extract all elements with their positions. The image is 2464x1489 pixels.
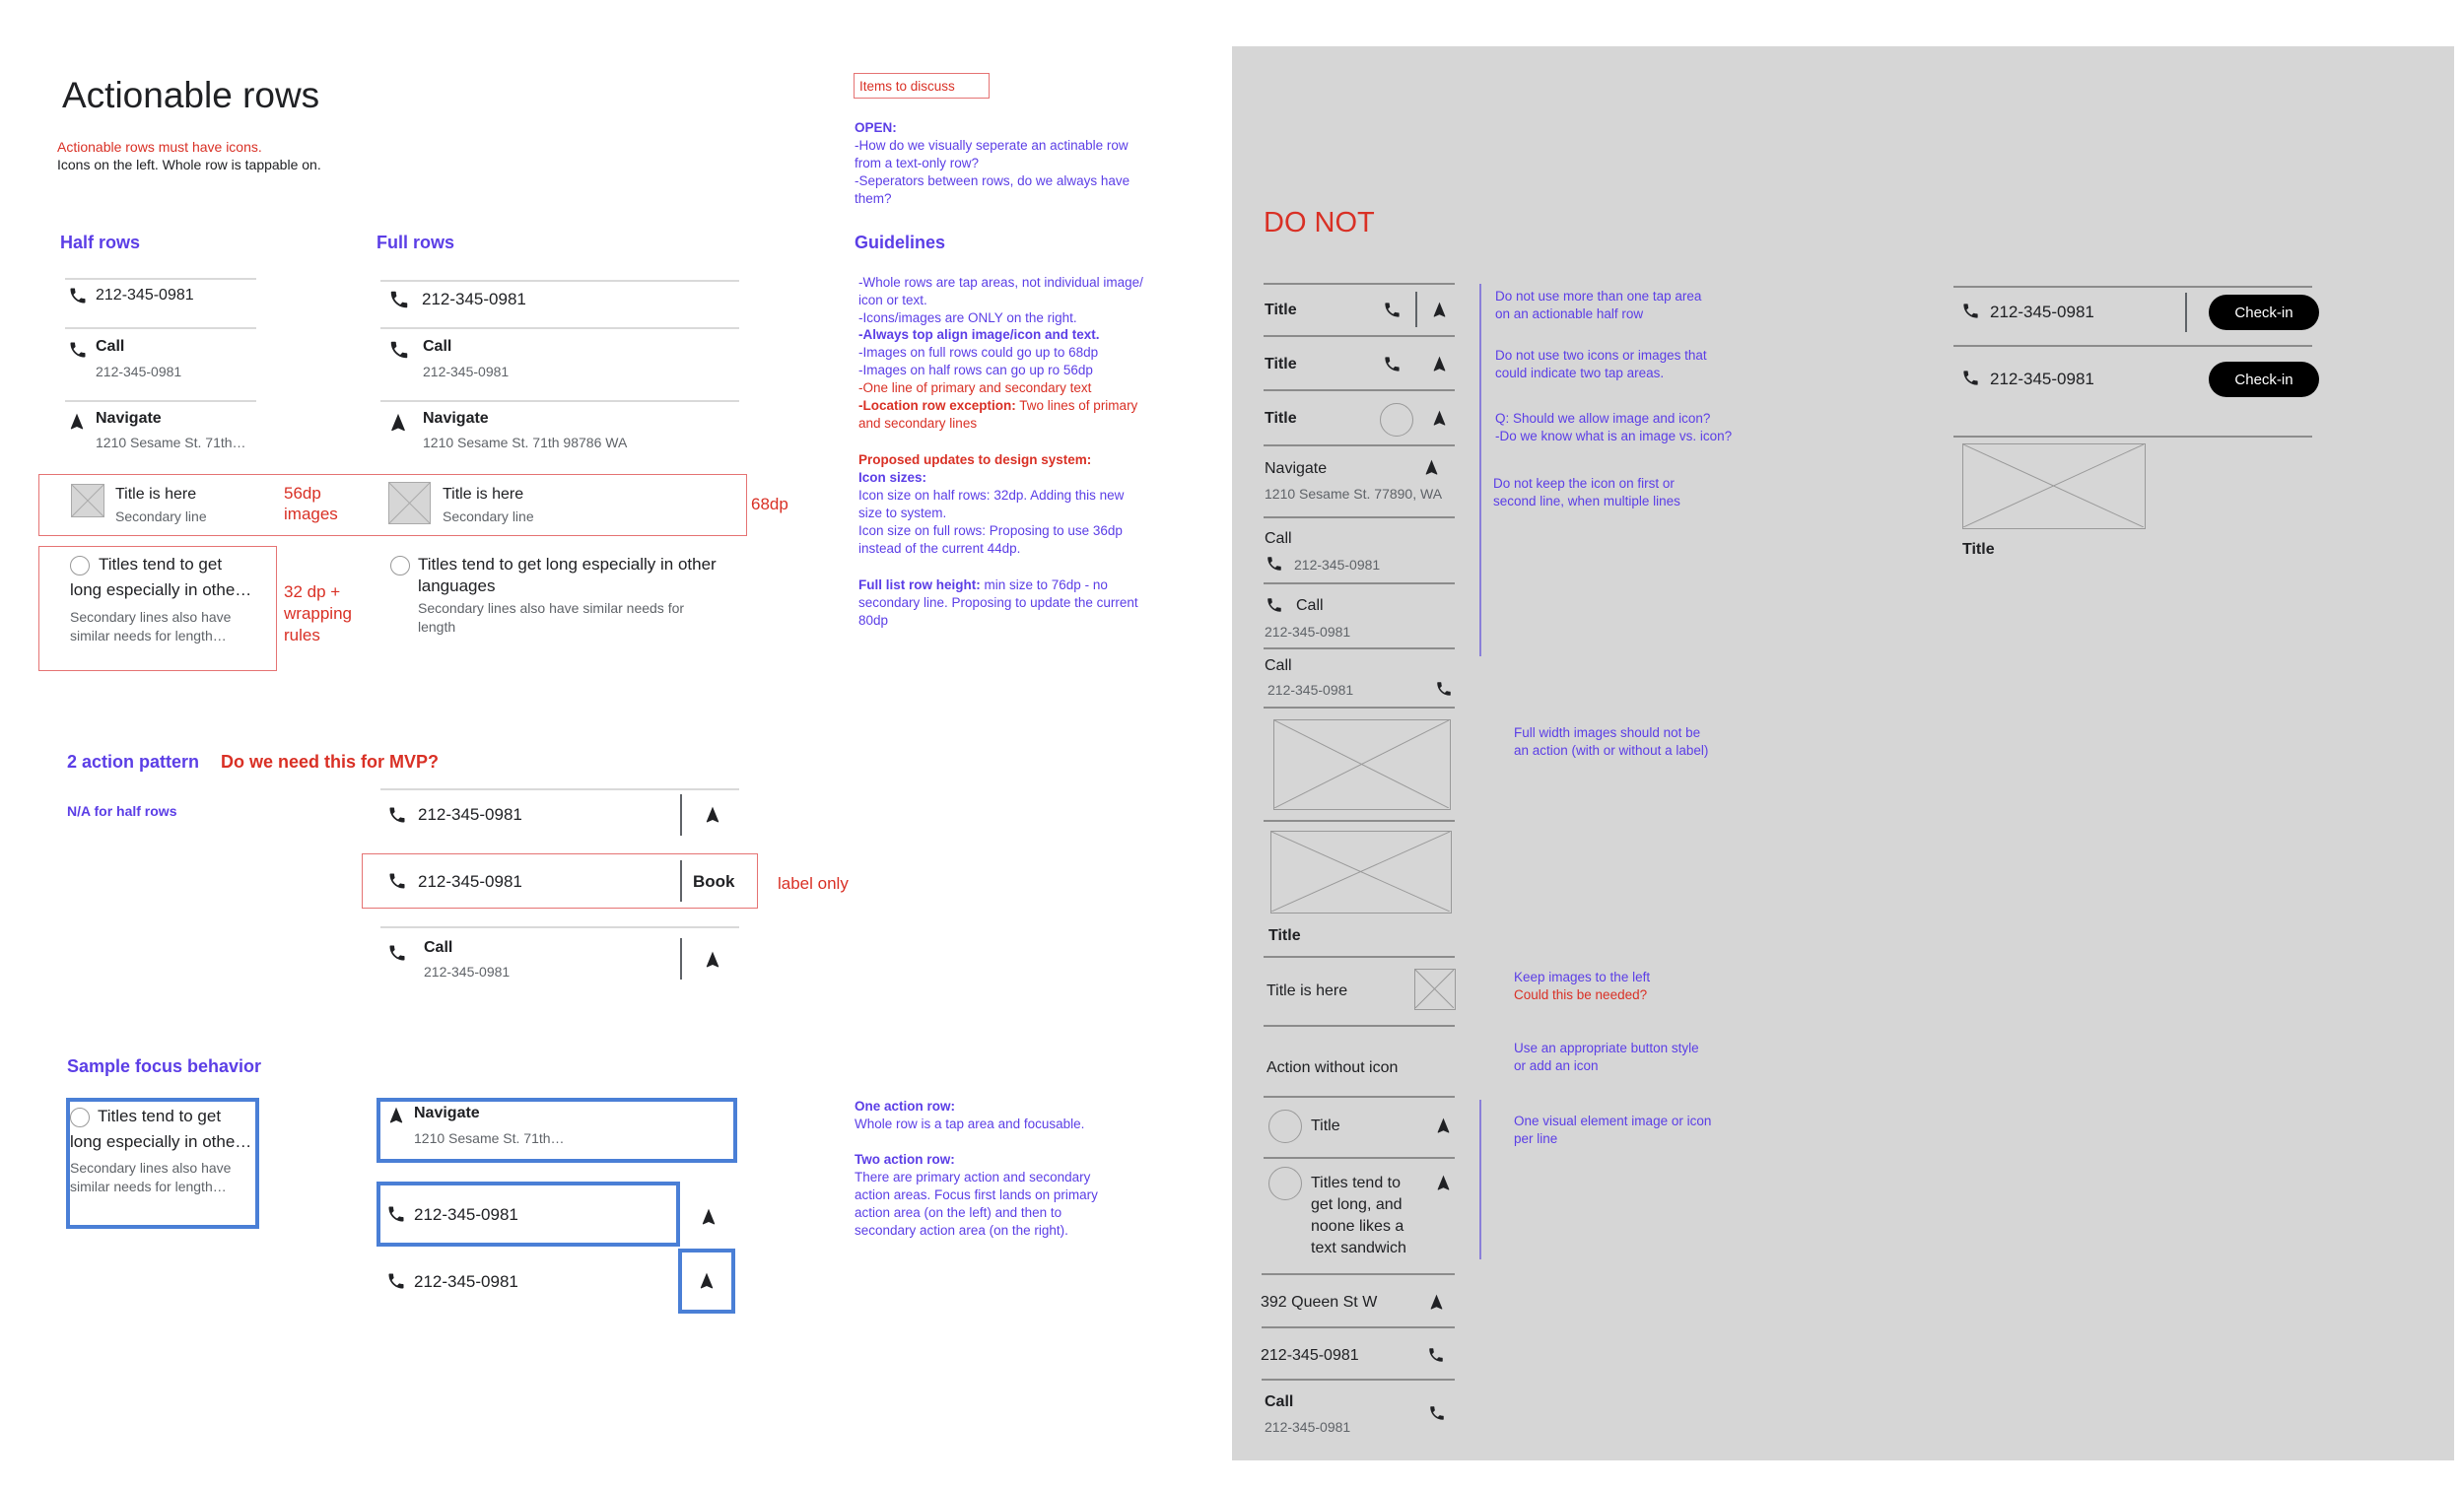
focus-wrap-sub-2: similar needs for length… xyxy=(70,1179,227,1194)
annotation-68dp: 68dp xyxy=(751,495,788,513)
guideline-line: -Icons/images are ONLY on the right. xyxy=(858,309,1077,325)
two-action-question: Do we need this for MVP? xyxy=(221,752,440,772)
dn-right-image-title: Title xyxy=(1962,541,1995,558)
navigation-icon[interactable] xyxy=(1430,301,1449,319)
focus-navigate-title: Navigate xyxy=(414,1105,480,1121)
row-height-line-3: 80dp xyxy=(858,613,889,628)
guideline-line: -Whole rows are tap areas, not individual image/ xyxy=(858,275,1143,290)
dn-long-title-2: get long, and xyxy=(1311,1196,1403,1213)
navigation-icon xyxy=(1434,1174,1453,1192)
open-line-1: -How do we visually seperate an actinable row xyxy=(855,138,1129,153)
guideline-list xyxy=(858,274,1194,432)
dn-right-image xyxy=(1962,443,2146,529)
navigation-icon[interactable] xyxy=(703,805,722,825)
image-thumbnail xyxy=(71,484,104,517)
two-action-note-4: secondary action area (on the right). xyxy=(855,1223,1068,1238)
check-in-button-1[interactable]: Check-in xyxy=(2209,295,2319,330)
full-call-title: Call xyxy=(423,338,452,355)
dn-call-4-sub: 212-345-0981 xyxy=(1265,1419,1351,1435)
half-call-sub: 212-345-0981 xyxy=(96,364,182,379)
guideline-line: icon or text. xyxy=(858,292,927,307)
dn-call-4: Call xyxy=(1265,1393,1294,1410)
row-height-line-2: secondary line. Proposing to update the current xyxy=(858,595,1138,610)
guideline-line: -Location row exception: Two lines of primary xyxy=(858,397,1138,413)
icon-size-line-3: Icon size on full rows: Proposing to use 36dp xyxy=(858,523,1123,538)
half-phone-text: 212-345-0981 xyxy=(96,287,194,304)
half-wrap-title-1: Titles tend to get xyxy=(99,555,223,574)
guideline-line: -Always top align image/icon and text. xyxy=(858,327,1100,343)
open-label: OPEN: xyxy=(855,120,897,135)
dn-title-4: Title xyxy=(1311,1117,1340,1134)
dn-long-title-1: Titles tend to xyxy=(1311,1175,1402,1191)
right-image-thumbnail xyxy=(1414,969,1456,1010)
one-action-label: One action row: xyxy=(855,1099,956,1114)
two-action-note-3: action area (on the left) and then to xyxy=(855,1205,1062,1220)
full-wrap-sub-1: Secondary lines also have similar needs for xyxy=(418,600,685,616)
full-wrap-title-2: languages xyxy=(418,576,496,595)
dn-note-4b: second line, when multiple lines xyxy=(1493,494,1680,508)
annotation-32dp-2: wrapping xyxy=(284,604,352,623)
placeholder-icon xyxy=(70,556,90,575)
dn-title-here: Title is here xyxy=(1266,982,1348,999)
annotation-label-only: label only xyxy=(778,874,849,893)
half-wrap-sub-2: similar needs for length… xyxy=(70,628,227,643)
phone-icon xyxy=(1961,369,1980,387)
dn-title-3: Title xyxy=(1265,410,1297,427)
row-height-label: Full list row height: xyxy=(858,577,981,592)
dn-note-6a: Keep images to the left xyxy=(1514,970,1651,984)
focus-navigate-sub: 1210 Sesame St. 71th… xyxy=(414,1130,565,1146)
phone-icon xyxy=(68,340,88,360)
intro-text: Icons on the left. Whole row is tappable on. xyxy=(57,157,321,172)
check-in-button-2[interactable]: Check-in xyxy=(2209,362,2319,397)
two-action-note-2: action areas. Focus first lands on primary xyxy=(855,1187,1098,1202)
na-half-rows: N/A for half rows xyxy=(67,803,177,819)
guideline-line: -One line of primary and secondary text xyxy=(858,379,1092,395)
row-height-line-1 xyxy=(858,576,1108,594)
phone-icon xyxy=(388,339,410,361)
focus-wrap-sub-1: Secondary lines also have xyxy=(70,1160,232,1176)
full-wrap-title-1: Titles tend to get long especially in other xyxy=(418,555,717,574)
page-title: Actionable rows xyxy=(62,75,320,115)
open-line-4: them? xyxy=(855,191,892,206)
do-not-heading: DO NOT xyxy=(1264,207,1375,238)
dn-long-title-4: text sandwich xyxy=(1311,1240,1406,1256)
dn-note-1b: on an actionable half row xyxy=(1495,306,1644,321)
phone-icon[interactable] xyxy=(1383,301,1402,319)
full-image-title: Title is here xyxy=(443,486,524,503)
open-line-2: from a text-only row? xyxy=(855,156,980,170)
icon-size-line-4: instead of the current 44dp. xyxy=(858,541,1021,556)
dn-title-2: Title xyxy=(1265,356,1297,372)
annotation-32dp-3: rules xyxy=(284,626,320,644)
icon-size-line-2: size to system. xyxy=(858,506,947,520)
navigation-icon xyxy=(1434,1117,1453,1135)
open-line-3: -Seperators between rows, do we always have xyxy=(855,173,1130,188)
focus-wrap-title-2: long especially in othe… xyxy=(70,1132,252,1151)
dn-note-8a: One visual element image or icon xyxy=(1514,1114,1712,1128)
phone-icon xyxy=(68,286,88,305)
placeholder-image-icon xyxy=(1268,1167,1302,1200)
dn-long-title-3: noone likes a xyxy=(1311,1218,1404,1235)
guidelines-heading: Guidelines xyxy=(855,233,946,252)
dn-right-phone-2: 212-345-0981 xyxy=(1990,370,2094,388)
book-button[interactable]: Book xyxy=(693,872,735,891)
full-phone-text: 212-345-0981 xyxy=(422,290,526,308)
dn-call-1: Call xyxy=(1265,530,1292,547)
placeholder-image-icon xyxy=(1380,403,1413,437)
dn-call-2: Call xyxy=(1296,597,1324,614)
half-image-sub: Secondary line xyxy=(115,508,207,524)
two-action-phone-1: 212-345-0981 xyxy=(418,805,522,824)
dn-action-no-icon: Action without icon xyxy=(1266,1059,1399,1076)
navigation-icon xyxy=(1430,409,1449,428)
two-action-call-title: Call xyxy=(424,939,453,956)
guideline-line: and secondary lines xyxy=(858,415,978,431)
navigation-icon xyxy=(1430,355,1449,373)
half-rows-heading: Half rows xyxy=(60,233,141,252)
dn-note-3a: Q: Should we allow image and icon? xyxy=(1495,411,1711,426)
full-navigate-title: Navigate xyxy=(423,410,489,427)
dn-note-4a: Do not keep the icon on first or xyxy=(1493,476,1675,491)
phone-icon xyxy=(1961,302,1980,320)
icon-sizes-label: Icon sizes: xyxy=(858,470,927,485)
half-navigate-sub: 1210 Sesame St. 71th… xyxy=(96,435,246,450)
focus-heading: Sample focus behavior xyxy=(67,1056,262,1076)
navigation-icon xyxy=(697,1271,717,1291)
dn-note-8b: per line xyxy=(1514,1131,1558,1146)
phone-icon xyxy=(1266,555,1283,573)
dn-note-2b: could indicate two tap areas. xyxy=(1495,366,1665,380)
row-height-text: min size to 76dp - no xyxy=(984,577,1108,592)
half-image-title: Title is here xyxy=(115,486,197,503)
intro-red: Actionable rows must have icons. xyxy=(57,139,262,155)
phone-icon xyxy=(1266,596,1283,614)
two-action-heading: 2 action pattern xyxy=(67,752,200,772)
phone-icon xyxy=(1435,680,1453,698)
navigation-icon[interactable] xyxy=(703,950,722,970)
two-action-note-1: There are primary action and secondary xyxy=(855,1170,1091,1184)
phone-icon xyxy=(386,1271,406,1291)
dn-note-1a: Do not use more than one tap area xyxy=(1495,289,1702,304)
phone-icon xyxy=(387,943,407,963)
half-wrap-sub-1: Secondary lines also have xyxy=(70,609,232,625)
icon-size-line-1: Icon size on half rows: 32dp. Adding this new xyxy=(858,488,1125,503)
navigation-icon xyxy=(67,412,87,432)
dn-call-2-sub: 212-345-0981 xyxy=(1265,624,1351,640)
annotation-32dp-1: 32 dp + xyxy=(284,582,341,601)
phone-icon xyxy=(1428,1404,1446,1422)
dn-navigate: Navigate xyxy=(1265,460,1328,477)
placeholder-icon xyxy=(70,1108,90,1127)
full-navigate-sub: 1210 Sesame St. 71th 98786 WA xyxy=(423,435,628,450)
annotation-56dp-2: images xyxy=(284,505,338,523)
items-to-discuss-label: Items to discuss xyxy=(859,79,955,94)
dn-note-5b: an action (with or without a label) xyxy=(1514,743,1709,758)
two-action-phone-2: 212-345-0981 xyxy=(418,872,522,891)
navigation-icon xyxy=(1427,1293,1446,1312)
dn-right-phone-1: 212-345-0981 xyxy=(1990,303,2094,321)
navigation-icon[interactable] xyxy=(699,1207,719,1227)
dn-note-7a: Use an appropriate button style xyxy=(1514,1041,1699,1055)
half-navigate-title: Navigate xyxy=(96,410,162,427)
dn-call-3-sub: 212-345-0981 xyxy=(1267,682,1354,698)
dn-note-5a: Full width images should not be xyxy=(1514,725,1701,740)
dn-phone: 212-345-0981 xyxy=(1261,1347,1359,1364)
dn-note-7b: or add an icon xyxy=(1514,1058,1599,1073)
focus-phone-1: 212-345-0981 xyxy=(414,1205,518,1224)
full-rows-heading: Full rows xyxy=(376,233,455,252)
guideline-line: -Images on half rows can go up ro 56dp xyxy=(858,363,1093,378)
dn-image-title: Title xyxy=(1268,927,1301,944)
one-action-text: Whole row is a tap area and focusable. xyxy=(855,1117,1085,1131)
half-call-title: Call xyxy=(96,338,125,355)
dn-call-1-sub: 212-345-0981 xyxy=(1294,557,1381,573)
dn-queen-street: 392 Queen St W xyxy=(1261,1294,1378,1311)
phone-icon xyxy=(387,871,407,891)
navigation-icon xyxy=(387,412,409,434)
focus-wrap-title-1: Titles tend to get xyxy=(98,1107,222,1125)
phone-icon xyxy=(1383,355,1402,373)
phone-icon xyxy=(388,289,410,310)
two-action-label: Two action row: xyxy=(855,1152,955,1167)
phone-icon xyxy=(386,1204,406,1224)
half-wrap-title-2: long especially in othe… xyxy=(70,580,252,599)
full-width-image-2 xyxy=(1270,831,1452,914)
dn-call-3: Call xyxy=(1265,657,1292,674)
annotation-56dp-1: 56dp xyxy=(284,484,321,503)
full-image-sub: Secondary line xyxy=(443,508,534,524)
phone-icon xyxy=(387,805,407,825)
full-width-image-1 xyxy=(1273,719,1451,810)
guideline-line: -Images on full rows could go up to 68dp xyxy=(858,345,1099,361)
placeholder-image-icon xyxy=(1268,1110,1302,1143)
image-thumbnail xyxy=(388,482,431,524)
dn-navigate-sub: 1210 Sesame St. 77890, WA xyxy=(1265,486,1443,502)
phone-icon xyxy=(1427,1346,1445,1364)
full-wrap-sub-2: length xyxy=(418,619,456,635)
navigation-icon xyxy=(1422,458,1441,477)
two-action-call-sub: 212-345-0981 xyxy=(424,964,511,980)
navigation-icon xyxy=(386,1106,406,1125)
proposed-heading: Proposed updates to design system: xyxy=(858,452,1092,467)
dn-note-2a: Do not use two icons or images that xyxy=(1495,348,1707,363)
full-call-sub: 212-345-0981 xyxy=(423,364,510,379)
placeholder-icon xyxy=(390,556,410,575)
dn-title-1: Title xyxy=(1265,302,1297,318)
dn-note-3b: -Do we know what is an image vs. icon? xyxy=(1495,429,1733,443)
focus-phone-2[interactable]: 212-345-0981 xyxy=(414,1272,518,1291)
dn-note-6b: Could this be needed? xyxy=(1514,987,1648,1002)
